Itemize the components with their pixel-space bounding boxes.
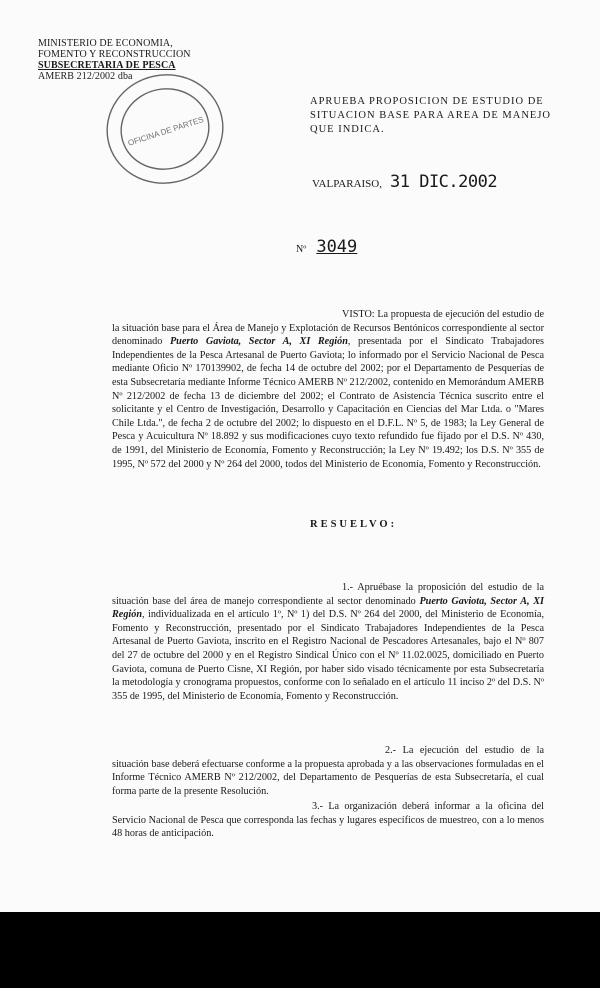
number-value: 3049 xyxy=(316,237,358,257)
resuelvo-heading: RESUELVO: xyxy=(310,519,398,530)
article-2-lead: 2.- La ejecución del estudio de la situación base xyxy=(112,745,544,770)
visto-lead: VISTO: La propuesta de ejecución del estudio de la xyxy=(112,309,544,334)
article-1-paragraph xyxy=(112,581,544,703)
ministry-line-1: MINISTERIO DE ECONOMIA, xyxy=(38,38,173,49)
reference-line: AMERB 212/2002 dba xyxy=(38,71,133,82)
visto-text-1: situación base para el Área de Manejo y Explotación de Recursos Bentónicos correspondiente al sector denominado xyxy=(112,322,544,348)
article-1-text-2: , individualizada en el artículo 1º, Nº 1) del D.S. Nº 264 del 2000, del Ministerio de Economía, Fomento y Reconstrucción, presentado por el Sindicato Trabajadores Independientes de la Pesca Artesanal de Puerto Gaviota, inscrito en el Registro Nacional de Pescadores Artesanales, bajo el Nº 807 del 27 de octubre del 2000 y en el Registro Sindical Único con el Nº 11.02.0025, domiciliado en Puerto Gaviota, comuna de Puerto Cisne, XI Región, por haber sido visado técnicamente por esta Subsecretaría la metodología y cronograma propuestos, conforme con lo señalado en el artículo 11 inciso 2º del D.S. Nº 355 de 1995, del Ministerio de Economía, Fomento y Reconstrucción. xyxy=(112,609,544,702)
article-1-sector: Puerto Gaviota, Sector A, XI Región xyxy=(112,595,545,621)
subsecretaria-line: SUBSECRETARIA DE PESCA xyxy=(38,60,176,71)
visto-text-2: , presentada por el Sindicato Trabajadores Independientes de la Pesca Artesanal de Puerto Gaviota; lo informado por el Servicio Nacional de Pesca mediante Oficio Nº 170139902, de fecha 14 de octubre del 2002; por el Departamento de Pesquerías de esta Subsecretaría mediante Informe Técnico AMERB Nº 212/2002, contenido en Memorándum AMERB Nº 212/2002 de fecha 13 de diciembre del 2002; el Contrato de Asistencia Técnica suscrito entre el solicitante y el Centro de Investigación, Desarrollo y Capacitación en Ciencias del Mar Ltda. o "Mares Chile Ltda.", de fecha 2 de octubre del 2002; lo dispuesto en el D.F.L. Nº 5, de 1983; la Ley General de Pesca y Acuicultura Nº 18.892 y sus modificaciones cuyo texto refundido fue fijado por el D.S. Nº 430, de 1991, del Ministerio de Economía, Fomento y Reconstrucción; la Ley Nº 19.492; los D.S. Nº 355 de 1995, Nº 572 del 2000 y Nº 264 del 2000, todos del Ministerio de Economía, Fomento y Reconstrucción. xyxy=(112,336,544,470)
ministry-line-2: FOMENTO Y RECONSTRUCCION xyxy=(38,49,191,60)
place-date xyxy=(312,172,497,192)
visto-paragraph xyxy=(112,308,544,471)
resolution-number xyxy=(296,237,357,257)
article-3-paragraph xyxy=(112,800,544,841)
article-1-lead: 1.- Apruébase la proposición del estudio de la xyxy=(342,582,544,593)
resolution-subject: APRUEBA PROPOSICION DE ESTUDIO DE SITUACION BASE PARA AREA DE MANEJO QUE INDICA. xyxy=(310,96,552,135)
office-stamp-seal xyxy=(96,64,234,194)
article-1-text-1: situación base del área de manejo correspondiente al sector denominado xyxy=(112,595,420,607)
article-2-text: deberá efectuarse conforme a la propuesta aprobada y a las observaciones formuladas en el Informe Técnico AMERB Nº 212/2002, del Departamento de Pesquerías de esta Subsecretaría, el cual forma parte de la presente Resolución. xyxy=(112,758,545,797)
visto-sector: Puerto Gaviota, Sector A, XI Región xyxy=(169,336,348,348)
article-3-lead: 3.- La organización deberá informar a la oficina del xyxy=(312,801,544,812)
article-3-text: Servicio Nacional de Pesca que corresponda las fechas y lugares específicos de muestreo, con a lo menos 48 horas de anticipación. xyxy=(112,814,544,840)
date-stamp: 31 DIC.2002 xyxy=(390,172,498,192)
stamp-text: OFICINA DE PARTES xyxy=(126,114,205,148)
place: VALPARAISO, xyxy=(312,178,382,190)
scan-bottom-border xyxy=(0,912,600,988)
article-2-paragraph xyxy=(112,744,544,798)
number-label: Nº xyxy=(296,244,307,255)
